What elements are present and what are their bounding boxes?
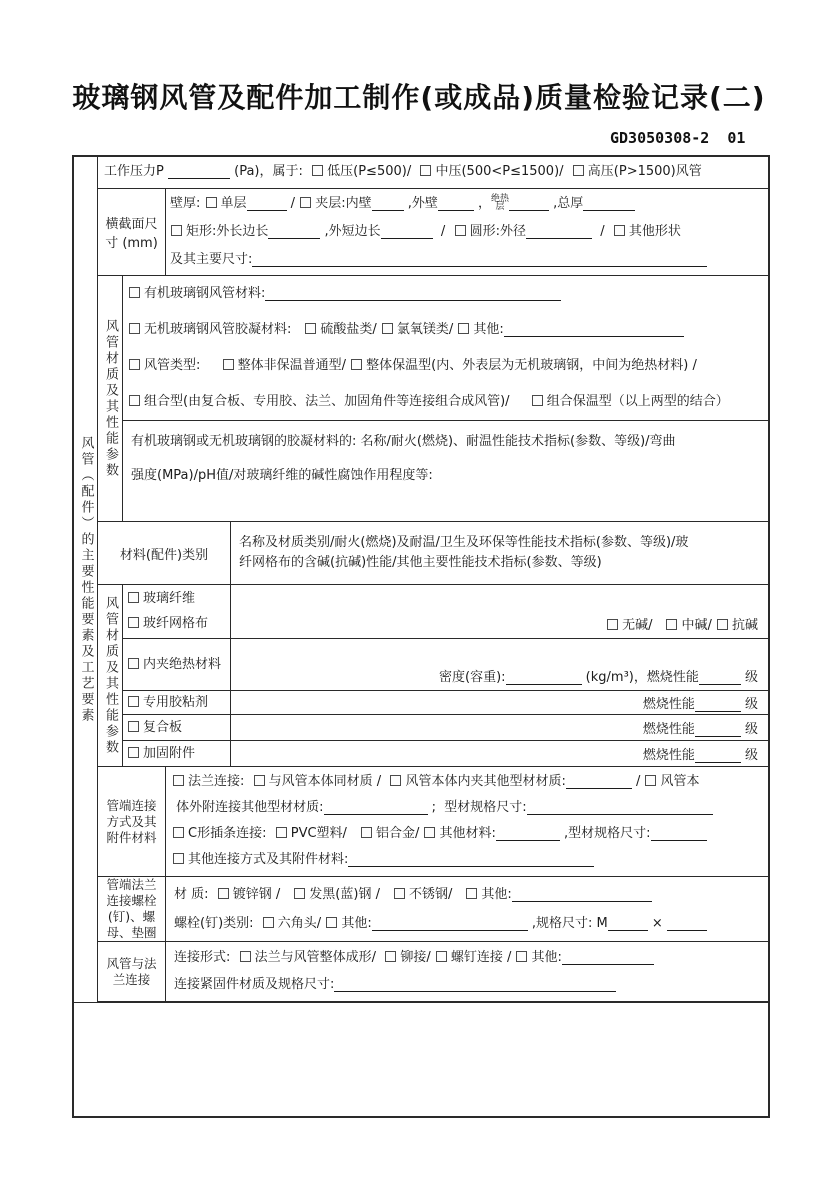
text-segment: 连接形式: bbox=[174, 950, 239, 965]
text-segment: 级 bbox=[740, 722, 758, 738]
text-segment: 氯氧镁类/ bbox=[396, 322, 458, 337]
text-segment: 夹层:内壁 bbox=[315, 196, 372, 211]
flange-bolts-content bbox=[166, 877, 768, 941]
fill-in-blank[interactable] bbox=[247, 196, 287, 211]
material-vertical-label-cell bbox=[98, 585, 123, 766]
fill-in-blank[interactable] bbox=[667, 916, 707, 931]
text-segment: 燃烧性能 bbox=[642, 697, 695, 713]
checkbox[interactable] bbox=[206, 197, 217, 208]
form-line: 纤网格布的含碱(抗碱)性能/其他主要性能技术指标(参数、等级) bbox=[239, 555, 602, 570]
form-line bbox=[643, 744, 758, 763]
fill-in-blank[interactable] bbox=[695, 722, 741, 737]
label-line: 管端法兰 bbox=[106, 877, 157, 892]
fill-in-blank[interactable] bbox=[651, 826, 707, 841]
text-segment: 连接紧固件材质及规格尺寸: bbox=[174, 977, 335, 992]
material-category-label bbox=[98, 522, 231, 584]
fill-in-blank[interactable] bbox=[512, 887, 652, 902]
checkbox[interactable] bbox=[666, 619, 677, 630]
adhesive-label bbox=[123, 691, 231, 714]
text-segment: 体外附连接其他型材材质: bbox=[172, 800, 324, 815]
text-segment: / bbox=[432, 224, 454, 239]
fill-in-blank[interactable] bbox=[695, 697, 741, 712]
label-line: 附件材料 bbox=[106, 829, 157, 845]
text-segment: 有机玻璃钢风管材料: bbox=[144, 286, 266, 301]
form-line bbox=[439, 666, 758, 685]
text-segment: 单层 bbox=[220, 196, 247, 211]
text-segment: 密度(容重): bbox=[439, 670, 506, 686]
reinforcement-label bbox=[123, 741, 231, 766]
form-body bbox=[74, 157, 768, 1002]
material-vertical-label: 风管材质及其性能参数 bbox=[103, 318, 118, 479]
checkbox[interactable] bbox=[263, 917, 274, 928]
text-segment: 法兰与风管整体成形/ bbox=[254, 950, 385, 965]
row-work-pressure bbox=[98, 157, 768, 189]
text-segment: 内夹绝热材料 bbox=[143, 656, 222, 672]
fill-in-blank[interactable] bbox=[496, 826, 560, 841]
text-segment: 风管类型: bbox=[144, 358, 222, 373]
text-segment: 组合型(由复合板、专用胶、法兰、加固角件等连接组合成风管)/ bbox=[144, 394, 531, 409]
text-segment: 圆形:外径 bbox=[469, 224, 526, 239]
checkbox[interactable] bbox=[351, 359, 362, 370]
text-segment: 级 bbox=[740, 670, 758, 686]
duct-material-content bbox=[123, 276, 768, 521]
text-segment: 硫酸盐类/ bbox=[320, 322, 381, 337]
text-segment: 低压(P≤500)/ bbox=[327, 164, 420, 179]
text-segment: 其他形状 bbox=[628, 224, 681, 239]
fill-in-blank[interactable] bbox=[509, 196, 549, 211]
cross-section-content bbox=[166, 189, 768, 275]
form-line bbox=[172, 795, 768, 821]
form-line bbox=[174, 880, 768, 909]
checkbox[interactable] bbox=[424, 827, 435, 838]
text-segment: 材 质: bbox=[174, 887, 217, 902]
row-flange-bolts bbox=[98, 877, 768, 942]
checkbox[interactable] bbox=[128, 721, 139, 732]
text-segment: 抗碱 bbox=[731, 617, 758, 633]
form-line bbox=[128, 348, 768, 384]
row-composite-board bbox=[123, 715, 768, 741]
composite-board-label bbox=[123, 715, 231, 740]
text-segment: 其他材料: bbox=[439, 826, 496, 841]
fill-in-blank[interactable] bbox=[526, 224, 592, 239]
text-segment: 中压(500<P≤1500)/ bbox=[435, 164, 572, 179]
form-line bbox=[128, 384, 768, 420]
label-line: 材料(配件)类别 bbox=[119, 547, 209, 563]
text-segment: 加固附件 bbox=[143, 745, 196, 761]
form-line bbox=[127, 692, 230, 714]
fill-in-blank[interactable] bbox=[506, 670, 582, 685]
fill-in-blank[interactable] bbox=[504, 322, 684, 337]
insulation-content bbox=[231, 639, 768, 691]
row-duct-flange-connection bbox=[98, 942, 768, 1002]
text-segment: 及其主要尺寸: bbox=[170, 252, 253, 267]
text-segment: 专用胶粘剂 bbox=[143, 694, 209, 710]
text-segment: 螺钉连接 / bbox=[450, 950, 516, 965]
text-segment: 壁厚: bbox=[170, 196, 205, 211]
material-property-rows bbox=[123, 585, 768, 766]
text-segment: 玻璃纤维 bbox=[143, 591, 196, 607]
checkbox[interactable] bbox=[390, 775, 401, 786]
label-line: 兰连接 bbox=[112, 971, 151, 987]
checkbox[interactable] bbox=[458, 323, 469, 334]
text-segment: 复合板 bbox=[143, 719, 183, 735]
checkbox[interactable] bbox=[532, 395, 543, 406]
form-line bbox=[606, 614, 758, 633]
text-segment: (kg/m³)，燃烧性能 bbox=[581, 670, 699, 686]
text-segment: (Pa)，属于: bbox=[229, 164, 312, 179]
text-segment: 玻纤网格布 bbox=[143, 616, 209, 632]
form-line bbox=[643, 693, 758, 712]
text-segment: 螺栓(钉)类别: bbox=[174, 916, 262, 931]
fill-in-blank[interactable] bbox=[381, 224, 433, 239]
fill-in-blank[interactable] bbox=[583, 196, 635, 211]
label-line: 管端连接 bbox=[106, 797, 157, 813]
checkbox[interactable] bbox=[607, 619, 618, 630]
text-segment: / bbox=[286, 196, 300, 211]
form-line bbox=[127, 743, 230, 765]
fill-in-blank[interactable] bbox=[566, 774, 632, 789]
checkbox[interactable] bbox=[223, 359, 234, 370]
text-segment: 六角头/ bbox=[277, 916, 326, 931]
text-segment: 其他: bbox=[341, 916, 372, 931]
checkbox[interactable] bbox=[129, 359, 140, 370]
checkbox[interactable] bbox=[645, 775, 656, 786]
form-line: 有机玻璃钢或无机玻璃钢的胶凝材料的: 名称/耐火(燃烧)、耐温性能技术指标(参数、等级)/弯曲 bbox=[131, 434, 676, 449]
document-title: 玻璃钢风管及配件加工制作(或成品)质量检验记录(二) bbox=[72, 81, 766, 114]
form-line bbox=[643, 718, 758, 737]
checkbox[interactable] bbox=[129, 287, 140, 298]
checkbox[interactable] bbox=[312, 165, 323, 176]
text-segment: 燃烧性能 bbox=[642, 748, 695, 764]
checkbox[interactable] bbox=[171, 225, 182, 236]
section-duct-material bbox=[98, 276, 768, 522]
duct-flange-connection-label bbox=[98, 942, 166, 1001]
checkbox[interactable] bbox=[516, 951, 527, 962]
label-line: 横截面尺 bbox=[105, 217, 158, 232]
text-segment: 铆接/ bbox=[400, 950, 435, 965]
checkbox[interactable] bbox=[394, 888, 405, 899]
checkbox[interactable] bbox=[420, 165, 431, 176]
fill-in-blank[interactable] bbox=[372, 916, 528, 931]
text-segment: ; 型材规格尺寸: bbox=[427, 800, 527, 815]
form-line bbox=[170, 246, 768, 274]
text-segment: 其他连接方式及其附件材料: bbox=[188, 852, 349, 867]
binder-description bbox=[123, 421, 768, 521]
form-line bbox=[172, 769, 768, 795]
text-segment: 风管本 bbox=[660, 774, 700, 789]
text-segment: 整体保温型(内、外表层为无机玻璃钢，中间为绝热材料) / bbox=[366, 358, 697, 373]
outer-vertical-label: 风管（配件）的主要性能要素及工艺要素 bbox=[78, 435, 94, 724]
fill-in-blank[interactable] bbox=[334, 977, 616, 992]
form-line bbox=[172, 847, 768, 873]
pipe-end-connection-content bbox=[166, 767, 768, 876]
text-segment: ,型材规格尺寸: bbox=[559, 826, 651, 841]
text-segment: 级 bbox=[740, 697, 758, 713]
glass-fiber-content bbox=[231, 585, 768, 638]
cross-section-label bbox=[98, 189, 166, 275]
checkbox[interactable] bbox=[436, 951, 447, 962]
fill-in-blank[interactable] bbox=[348, 852, 594, 867]
document-number: GD3050308-2 01 bbox=[610, 129, 746, 147]
checkbox[interactable] bbox=[276, 827, 287, 838]
text-segment: ,外壁 bbox=[403, 196, 438, 211]
fill-in-blank[interactable] bbox=[699, 670, 741, 685]
empty-notes-area bbox=[74, 1002, 768, 1116]
reinforcement-content bbox=[231, 741, 768, 766]
row-material-category bbox=[98, 522, 768, 585]
checkbox[interactable] bbox=[128, 617, 139, 628]
text-segment: 发黑(蓝)钢 / bbox=[309, 887, 393, 902]
text-segment: 其他: bbox=[481, 887, 512, 902]
label-line: 方式及其 bbox=[106, 813, 157, 829]
text-segment: 与风管本体同材质 / bbox=[268, 774, 390, 789]
checkbox[interactable] bbox=[455, 225, 466, 236]
checkbox[interactable] bbox=[361, 827, 372, 838]
row-insulation-material bbox=[123, 639, 768, 692]
adhesive-content bbox=[231, 691, 768, 714]
text-segment: 矩形:外长边长 bbox=[186, 224, 269, 239]
checkbox[interactable] bbox=[173, 775, 184, 786]
stacked-text: 绝热 层 bbox=[490, 193, 509, 212]
checkbox[interactable] bbox=[128, 592, 139, 603]
form-line bbox=[127, 611, 230, 636]
checkbox[interactable] bbox=[573, 165, 584, 176]
label-line: 连接螺栓 bbox=[106, 893, 157, 908]
checkbox[interactable] bbox=[382, 323, 393, 334]
form-line bbox=[127, 717, 230, 739]
text-segment: 风管本体内夹其他型材材质: bbox=[405, 774, 566, 789]
fill-in-blank[interactable] bbox=[695, 748, 741, 763]
material-vertical-label: 风管材质及其性能参数 bbox=[103, 595, 118, 756]
row-glass-fiber bbox=[123, 585, 768, 639]
material-vertical-label-cell bbox=[98, 276, 123, 521]
form-line bbox=[170, 190, 768, 218]
checkbox[interactable] bbox=[218, 888, 229, 899]
form-line: 强度(MPa)/pH值/对玻璃纤维的碱性腐蚀作用程度等: bbox=[131, 468, 433, 483]
composite-board-content bbox=[231, 715, 768, 740]
text-segment: 组合保温型（以上两型的结合） bbox=[546, 394, 729, 409]
form-line bbox=[128, 312, 768, 348]
label-line: 母、垫圈 bbox=[106, 925, 157, 940]
form-line bbox=[128, 276, 768, 312]
fill-in-blank[interactable] bbox=[527, 800, 713, 815]
text-segment: ,总厚 bbox=[549, 196, 584, 211]
text-segment: / bbox=[631, 774, 645, 789]
checkbox[interactable] bbox=[173, 853, 184, 864]
text-segment: 其他: bbox=[473, 322, 504, 337]
duct-material-options bbox=[123, 276, 768, 421]
checkbox[interactable] bbox=[614, 225, 625, 236]
form-table bbox=[72, 155, 770, 1118]
text-segment: PVC塑料/ bbox=[290, 826, 360, 841]
text-segment: 其他: bbox=[531, 950, 562, 965]
form-line bbox=[170, 218, 768, 246]
label-line: 风管与法 bbox=[106, 955, 157, 971]
form-line bbox=[172, 821, 768, 847]
form-line: 名称及材质类别/耐火(燃烧)及耐温/卫生及环保等性能技术指标(参数、等级)/玻 bbox=[239, 535, 689, 550]
row-reinforcement bbox=[123, 741, 768, 766]
work-pressure-line bbox=[98, 157, 702, 188]
checkbox[interactable] bbox=[240, 951, 251, 962]
text-segment: 无碱/ bbox=[622, 617, 666, 633]
text-segment: 工作压力P bbox=[104, 164, 168, 179]
fill-in-blank[interactable] bbox=[562, 950, 654, 965]
text-segment: C形插条连接: bbox=[188, 826, 275, 841]
checkbox[interactable] bbox=[128, 747, 139, 758]
flange-bolts-label bbox=[98, 877, 166, 941]
form-line bbox=[174, 909, 768, 938]
text-segment: 法兰连接: bbox=[188, 774, 253, 789]
text-segment: × bbox=[647, 916, 667, 931]
text-segment: ,外短边长 bbox=[320, 224, 381, 239]
checkbox[interactable] bbox=[129, 323, 140, 334]
checkbox[interactable] bbox=[466, 888, 477, 899]
text-segment: 中碱/ bbox=[681, 617, 716, 633]
checkbox[interactable] bbox=[294, 888, 305, 899]
text-segment: 无机玻璃钢风管胶凝材料: bbox=[144, 322, 305, 337]
row-pipe-end-connection bbox=[98, 767, 768, 877]
text-segment: 整体非保温普通型/ bbox=[237, 358, 351, 373]
text-segment: / bbox=[591, 224, 613, 239]
text-segment: 铝合金/ bbox=[375, 826, 424, 841]
form-line bbox=[174, 971, 768, 998]
checkbox[interactable] bbox=[717, 619, 728, 630]
text-segment: 燃烧性能 bbox=[642, 722, 695, 738]
form-line bbox=[127, 586, 230, 611]
fill-in-blank[interactable] bbox=[168, 164, 230, 179]
checkbox[interactable] bbox=[128, 658, 139, 669]
checkbox[interactable] bbox=[254, 775, 265, 786]
section-material-properties bbox=[98, 585, 768, 767]
fill-in-blank[interactable] bbox=[265, 286, 561, 301]
text-segment: 镀锌钢 / bbox=[232, 887, 294, 902]
fill-in-blank[interactable] bbox=[324, 800, 428, 815]
checkbox[interactable] bbox=[173, 827, 184, 838]
text-segment: 级 bbox=[740, 748, 758, 764]
form-sections bbox=[98, 157, 768, 1002]
material-category-content bbox=[231, 522, 768, 584]
duct-flange-connection-content bbox=[166, 942, 768, 1001]
form-line bbox=[174, 944, 768, 971]
form-line bbox=[127, 654, 230, 676]
checkbox[interactable] bbox=[305, 323, 316, 334]
checkbox[interactable] bbox=[326, 917, 337, 928]
checkbox[interactable] bbox=[128, 696, 139, 707]
fill-in-blank[interactable] bbox=[438, 196, 474, 211]
fill-in-blank[interactable] bbox=[608, 916, 648, 931]
outer-vertical-label-cell bbox=[74, 157, 98, 1002]
text-segment: 高压(P>1500)风管 bbox=[587, 164, 702, 179]
label-line: 寸 (mm) bbox=[105, 236, 158, 251]
fill-in-blank[interactable] bbox=[268, 224, 320, 239]
fill-in-blank[interactable] bbox=[372, 196, 404, 211]
text-segment: ， bbox=[473, 196, 491, 211]
label-line: (钉)、螺 bbox=[107, 909, 156, 924]
insulation-label bbox=[123, 639, 231, 691]
checkbox[interactable] bbox=[300, 197, 311, 208]
pipe-end-connection-label bbox=[98, 767, 166, 876]
glass-fiber-label bbox=[123, 585, 231, 638]
row-adhesive bbox=[123, 691, 768, 715]
text-segment: ,规格尺寸: M bbox=[527, 916, 608, 931]
text-segment: 不锈钢/ bbox=[408, 887, 466, 902]
fill-in-blank[interactable] bbox=[252, 252, 707, 267]
checkbox[interactable] bbox=[385, 951, 396, 962]
checkbox[interactable] bbox=[129, 395, 140, 406]
row-cross-section bbox=[98, 189, 768, 276]
